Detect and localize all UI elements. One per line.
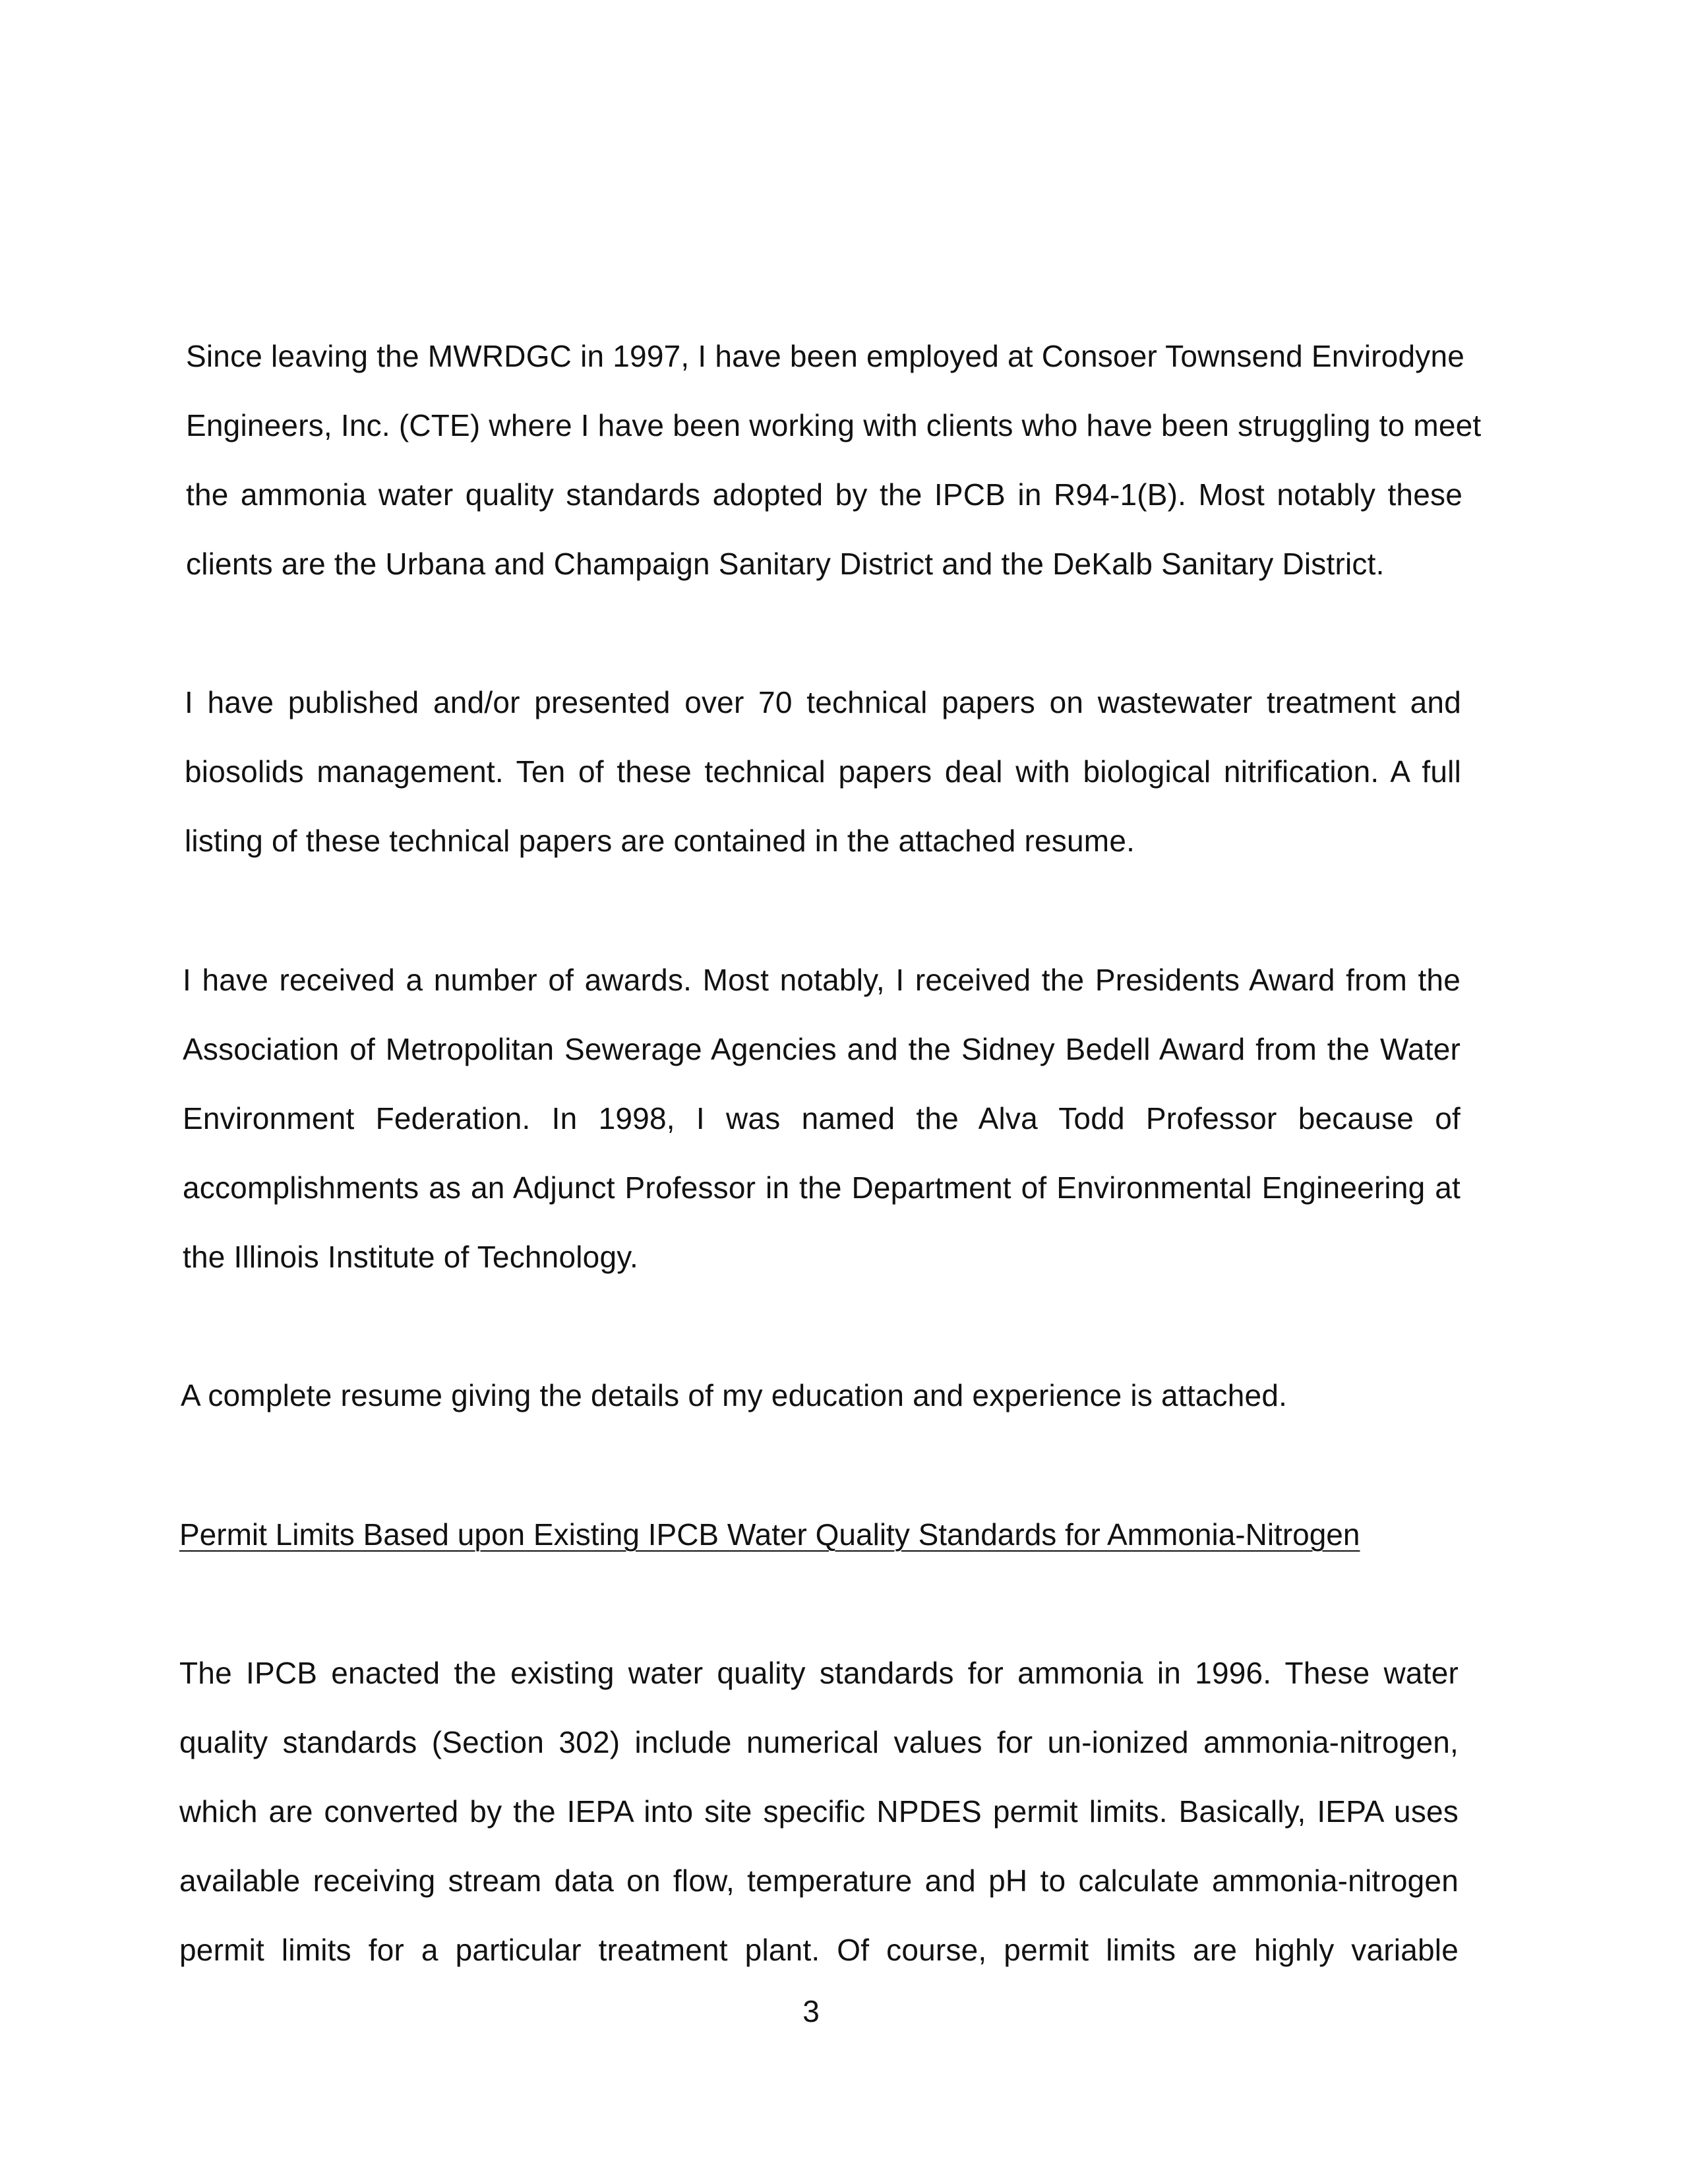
paragraph-line: quality standards (Section 302) include numerical values for un-ionized ammonia-nitrogen, [179, 1725, 1459, 1759]
paragraph-line: the ammonia water quality standards adopted by the IPCB in R94-1(B). Most notably these [186, 477, 1462, 512]
paragraph-line: Engineers, Inc. (CTE) where I have been working with clients who have been struggling to meet [186, 408, 1482, 442]
page-number: 3 [802, 1994, 820, 2028]
paragraph-line: permit limits for a particular treatment plant. Of course, permit limits are highly variable [179, 1933, 1459, 1967]
paragraph-line: I have published and/or presented over 70 technical papers on wastewater treatment and [185, 685, 1461, 719]
paragraph-line: which are converted by the IEPA into site specific NPDES permit limits. Basically, IEPA uses [179, 1794, 1459, 1829]
paragraph-line: Since leaving the MWRDGC in 1997, I have been employed at Consoer Townsend Envirodyne [186, 339, 1465, 373]
paragraph-line: The IPCB enacted the existing water quality standards for ammonia in 1996. These water [179, 1656, 1459, 1690]
paragraph-line: A complete resume giving the details of my education and experience is attached. [181, 1378, 1288, 1412]
paragraph-line: biosolids management. Ten of these technical papers deal with biological nitrification. A full [185, 754, 1461, 789]
paragraph-line: clients are the Urbana and Champaign Sanitary District and the DeKalb Sanitary District. [186, 547, 1385, 581]
paragraph-line: Association of Metropolitan Sewerage Agencies and the Sidney Bedell Award from the Water [183, 1032, 1461, 1066]
paragraph-line: I have received a number of awards. Most notably, I received the Presidents Award from the [183, 963, 1461, 997]
paragraph-line: Environment Federation. In 1998, I was named the Alva Todd Professor because of [183, 1101, 1461, 1136]
section-heading: Permit Limits Based upon Existing IPCB Water Quality Standards for Ammonia-Nitrogen [179, 1517, 1360, 1552]
paragraph-line: listing of these technical papers are contained in the attached resume. [185, 824, 1135, 858]
paragraph-line: available receiving stream data on flow, temperature and pH to calculate ammonia-nitrogen [179, 1864, 1459, 1898]
paragraph-line: the Illinois Institute of Technology. [183, 1240, 638, 1274]
paragraph-line: accomplishments as an Adjunct Professor in the Department of Environmental Engineering at [183, 1170, 1461, 1205]
